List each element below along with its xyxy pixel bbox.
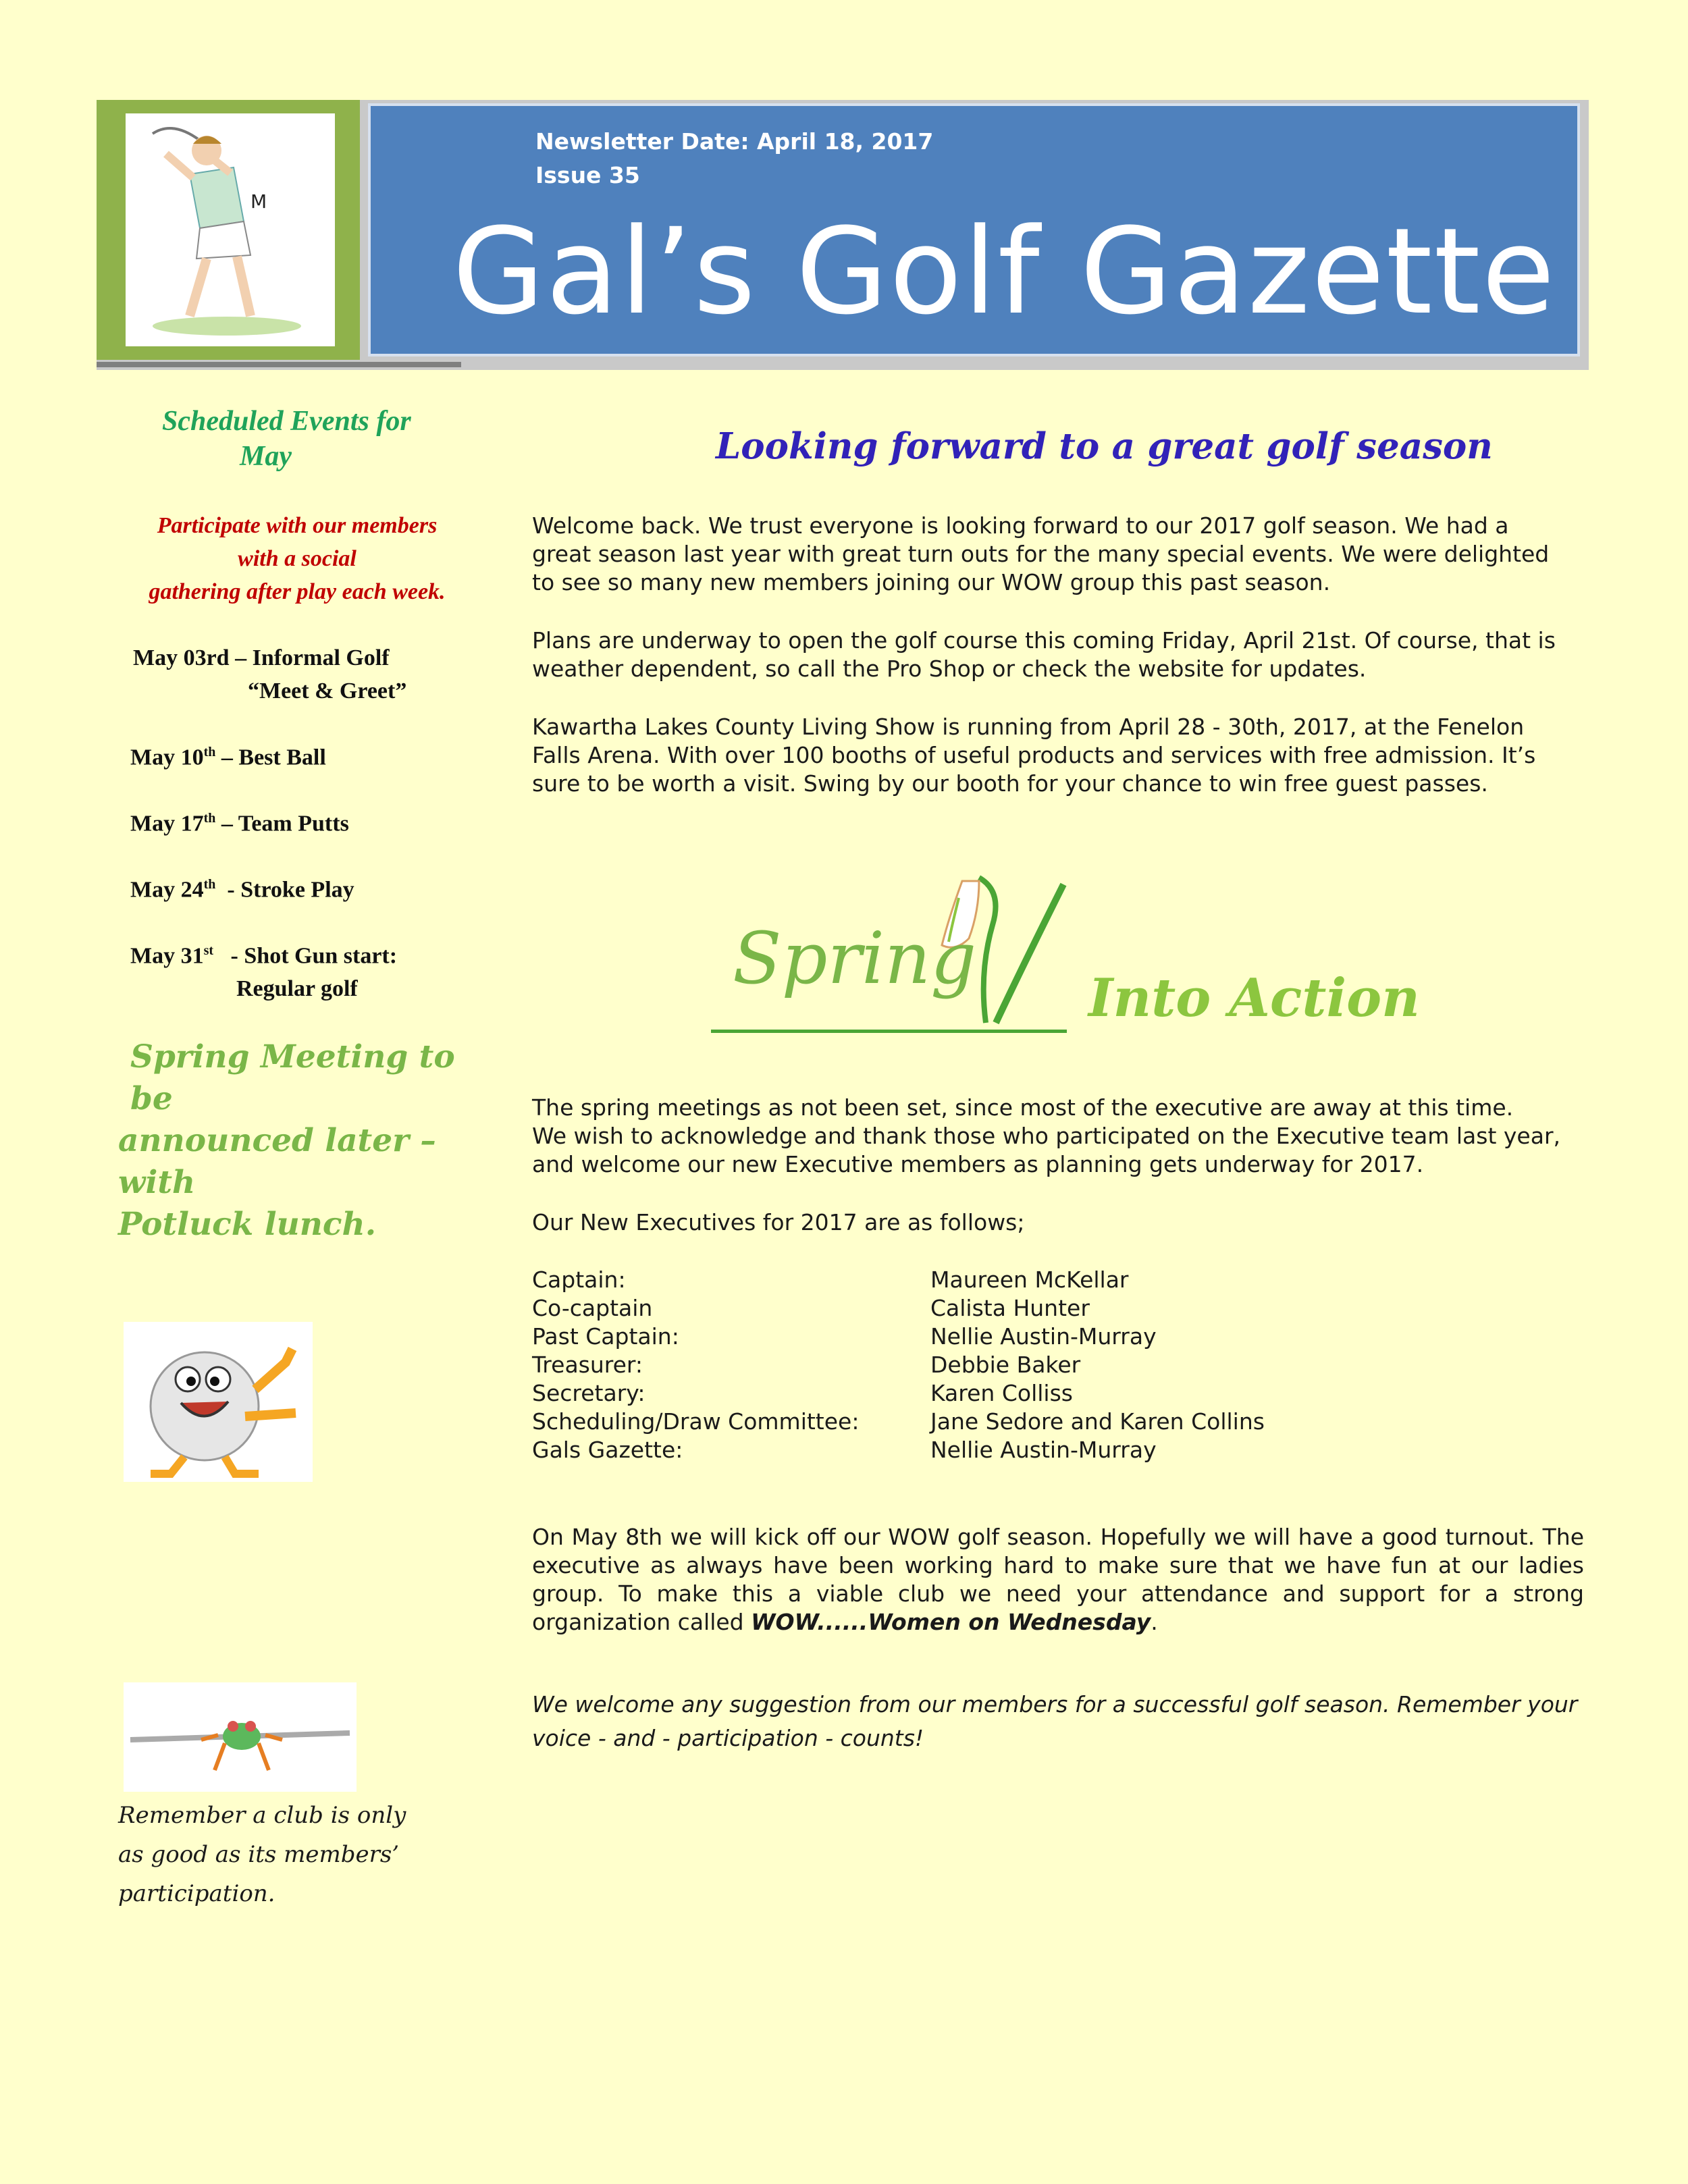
social-note-line3: gathering after play each week. [149, 579, 446, 604]
masthead-rule [97, 362, 461, 367]
social-note-line2: with a social [238, 546, 357, 571]
golf-ball-mascot-image [124, 1322, 313, 1482]
into-action-graphic-text: Into Action [1088, 967, 1420, 1029]
event-may-03: May 03rd – Informal Golf [133, 645, 390, 670]
issue-number: Issue 35 [535, 162, 640, 188]
welcome-paragraph: Welcome back. We trust everyone is looking forward to our 2017 golf season. We had a great season last year with great turn outs for the many special events. We were delighted to see so many new members joining our WOW group this past season. [532, 512, 1550, 595]
spring-graphic-underline [711, 1030, 1067, 1033]
main-article-heading: Looking forward to a great golf season [716, 425, 1493, 467]
closing-message: We welcome any suggestion from our members for a successful golf season. Remember your voice - and - participation - counts! [532, 1691, 1578, 1751]
event-may-31-subtitle: Regular golf [236, 976, 358, 1001]
spring-meetings-paragraph: The spring meetings as not been set, since most of the executive are away at this time. We wish to acknowledge and thank those who participated on the Executive team last year, and welcome our new Executive members as planning gets underway for 2017. [532, 1094, 1560, 1177]
event-may-24: May 24th - Stroke Play [130, 877, 354, 903]
club-participation-quote: Remember a club is only as good as its members’ participation. [118, 1802, 406, 1907]
course-opening-paragraph: Plans are underway to open the golf course this coming Friday, April 21st. Of course, that is weather dependent, so call the Pro Shop or check the website for updates. [532, 627, 1556, 682]
spring-meeting-note: Spring Meeting to be announced later – with Potluck lunch. [118, 1038, 455, 1243]
golfer-illustration [126, 113, 335, 346]
spring-graphic-word: Spring [733, 917, 977, 1000]
golfer-logo [126, 113, 335, 346]
living-show-paragraph: Kawartha Lakes County Living Show is running from April 28 - 30th, 2017, at the Fenelon Falls Arena. With over 100 booths of useful products and services with free admission. It’s sure to be worth a visit. Swing by our booth for your chance to win free guest passes. [532, 714, 1536, 797]
logo-letter: M [250, 190, 267, 213]
executives-intro: Our New Executives for 2017 are as follows; [532, 1209, 1025, 1235]
event-may-31: May 31st - Shot Gun start: [130, 943, 398, 969]
newsletter-title: Gal’s Golf Gazette [452, 203, 1556, 341]
frog-on-bar-image [124, 1682, 357, 1792]
events-heading-line2: May [240, 441, 292, 472]
event-may-10: May 10th – Best Ball [130, 745, 326, 770]
event-may-17: May 17th – Team Putts [130, 811, 349, 836]
season-kickoff-paragraph: On May 8th we will kick off our WOW golf season. Hopefully we will have a good turnout. The executive as always have been working hard to make sure that we have fun at our ladies group. To make this a viable club we need your attendance and support for a strong organization called WOW......Women on Wednesday. [532, 1524, 1584, 1635]
newsletter-date: Newsletter Date: April 18, 2017 [535, 128, 934, 155]
social-note-line1: Participate with our members [157, 513, 438, 538]
events-heading-line1: Scheduled Events for [162, 406, 411, 437]
event-may-03-subtitle: “Meet & Greet” [248, 678, 407, 703]
